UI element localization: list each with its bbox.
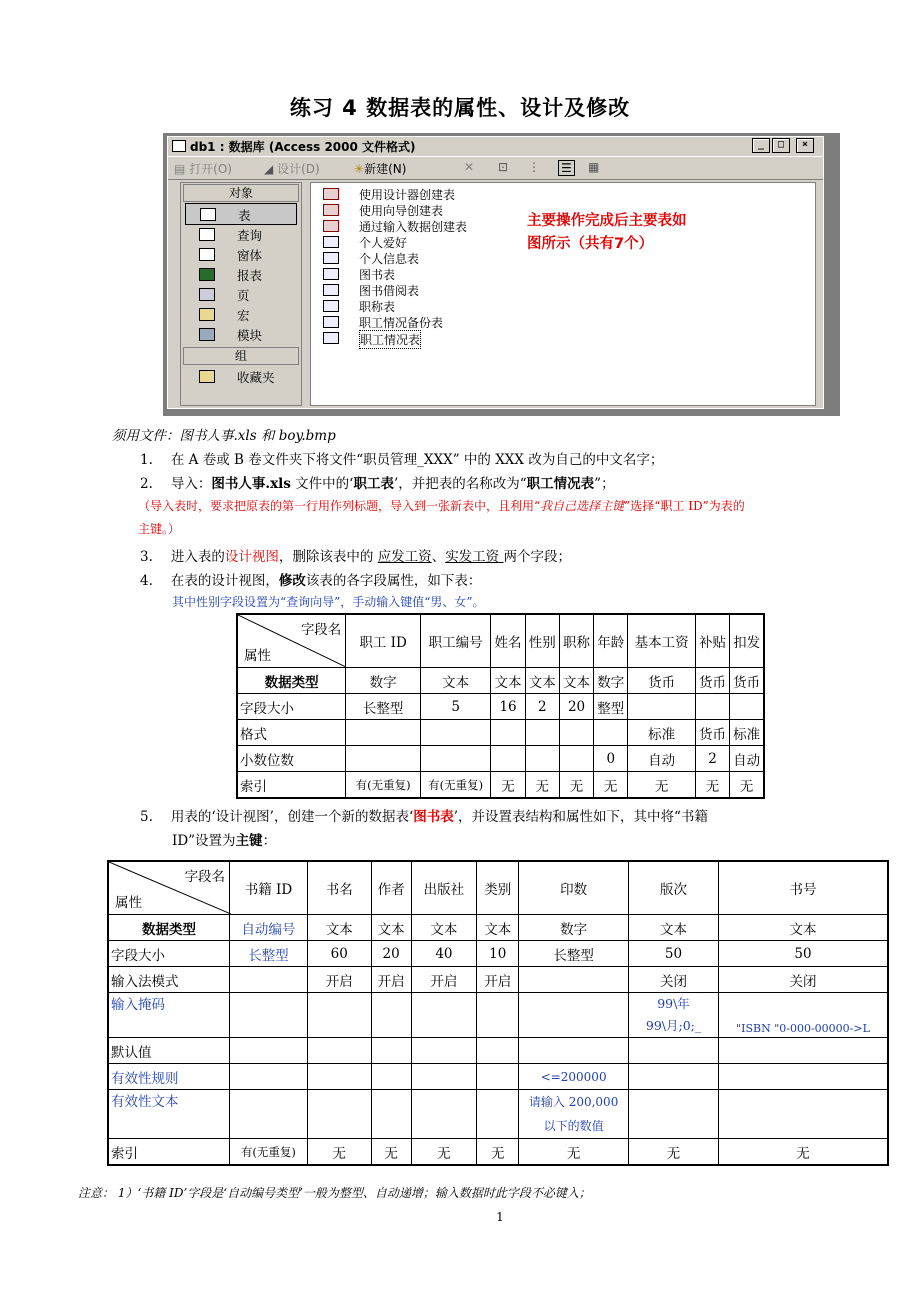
table-cell — [411, 1038, 477, 1064]
column-header: 印数 — [519, 861, 629, 915]
macro-icon — [199, 308, 215, 321]
table-cell — [230, 1090, 308, 1139]
wizard-icon — [323, 204, 339, 216]
table-row — [237, 746, 764, 772]
column-header: 扣发 — [730, 614, 764, 668]
table-cell: 无 — [477, 1139, 519, 1166]
row-label: 索引 — [237, 772, 346, 799]
table-cell: "ISBN "0-000-00000->L — [718, 993, 888, 1038]
employee-field-table — [236, 613, 765, 799]
diagonal-header: 字段名 属性 — [108, 861, 230, 915]
table-cell — [411, 1064, 477, 1090]
table-cell: 2 — [695, 746, 729, 772]
table-cell: 自动编号 — [230, 915, 308, 941]
open-button[interactable]: ▤ 打开(O) — [174, 162, 232, 176]
table-header-row — [237, 614, 764, 668]
column-header: 出版社 — [411, 861, 477, 915]
step-2: 2. 导入：图书人事.xls 文件中的‘职工表’，并把表的名称改为“职工情况表”； — [140, 476, 615, 492]
table-cell: 无 — [730, 772, 764, 799]
table-cell: 0 — [594, 746, 628, 772]
table-icon — [323, 332, 339, 344]
page-icon — [199, 288, 215, 301]
new-icon: ✳ — [354, 162, 365, 176]
table-cell — [420, 746, 491, 772]
annotation-note: 主要操作完成后主要表如图所示（共有7个） — [527, 213, 687, 252]
table-cell: 无 — [695, 772, 729, 799]
table-cell: 无 — [629, 1139, 719, 1166]
files-line: 须用文件：图书人事.xls 和 boy.bmp — [112, 428, 336, 444]
page-number: 1 — [496, 1210, 504, 1224]
table-icon — [323, 252, 339, 264]
table-cell: 文本 — [477, 915, 519, 941]
table-cell: 无 — [491, 772, 525, 799]
column-header: 版次 — [629, 861, 719, 915]
table-cell — [346, 746, 421, 772]
table-row — [237, 772, 764, 799]
table-cell: 10 — [477, 941, 519, 967]
row-label: 输入掩码 — [108, 993, 230, 1038]
wizard-icon — [323, 188, 339, 200]
table-cell: 自动 — [730, 746, 764, 772]
table-cell: 16 — [491, 694, 525, 720]
object-tables[interactable]: 表 — [185, 203, 297, 225]
table-cell — [477, 1090, 519, 1139]
row-label: 输入法模式 — [108, 967, 230, 993]
window-title: db1 : 数据库 (Access 2000 文件格式) — [190, 140, 416, 154]
table-cell: 长整型 — [346, 694, 421, 720]
table-cell: 自动 — [628, 746, 696, 772]
table-cell: 无 — [628, 772, 696, 799]
table-cell: 请输入 200,000 以下的数值 — [519, 1090, 629, 1139]
table-cell: 长整型 — [230, 941, 308, 967]
table-cell — [629, 1064, 719, 1090]
row-label: 小数位数 — [237, 746, 346, 772]
table-cell: 20 — [559, 694, 593, 720]
table-cell: 无 — [307, 1139, 371, 1166]
table-cell — [491, 746, 525, 772]
row-label: 默认值 — [108, 1038, 230, 1064]
wizard-icon — [323, 220, 339, 232]
column-header: 职工编号 — [420, 614, 491, 668]
table-row — [108, 1090, 888, 1139]
new-button[interactable]: ✳新建(N) — [354, 162, 407, 176]
table-cell — [628, 694, 696, 720]
table-cell: 数字 — [594, 668, 628, 694]
table-cell: 无 — [519, 1139, 629, 1166]
row-label: 数据类型 — [237, 668, 346, 694]
table-row — [237, 720, 764, 746]
table-cell: 长整型 — [519, 941, 629, 967]
details-view-icon[interactable]: ▦ — [588, 160, 600, 174]
table-cell — [307, 1090, 371, 1139]
table-cell: 开启 — [411, 967, 477, 993]
table-cell: 关闭 — [629, 967, 719, 993]
step-2-note-cont: 主键。） — [138, 522, 181, 536]
table-cell — [525, 746, 559, 772]
report-icon — [199, 268, 215, 281]
table-cell — [695, 694, 729, 720]
column-header: 书名 — [307, 861, 371, 915]
group-favorites[interactable]: 收藏夹 — [185, 366, 295, 386]
table-cell — [519, 1038, 629, 1064]
table-cell: 文本 — [525, 668, 559, 694]
table-cell: 50 — [629, 941, 719, 967]
page-title: 练习 4 数据表的属性、设计及修改 — [289, 96, 631, 120]
table-cell: 关闭 — [718, 967, 888, 993]
table-cell: 开启 — [307, 967, 371, 993]
table-row — [108, 993, 888, 1038]
column-header: 书号 — [718, 861, 888, 915]
groups-header[interactable]: 组 — [183, 347, 299, 365]
table-cell — [594, 720, 628, 746]
row-label: 格式 — [237, 720, 346, 746]
table-cell: 50 — [718, 941, 888, 967]
close-button[interactable]: × — [796, 138, 814, 153]
table-cell — [411, 993, 477, 1038]
book-field-table — [107, 860, 889, 1166]
table-cell — [371, 1090, 411, 1139]
table-cell: 标准 — [730, 720, 764, 746]
module-icon — [199, 328, 215, 341]
objects-header[interactable]: 对象 — [183, 184, 299, 202]
table-cell: 5 — [420, 694, 491, 720]
minimize-button[interactable]: _ — [752, 138, 770, 153]
table-cell: 文本 — [420, 668, 491, 694]
step-4-note: 其中性别字段设置为“查询向导”，手动输入键值“男、女”。 — [172, 595, 485, 609]
large-icons-icon[interactable]: ⊡ — [498, 160, 509, 174]
table-cell — [230, 967, 308, 993]
row-label: 数据类型 — [108, 915, 230, 941]
table-cell — [307, 1038, 371, 1064]
table-cell: 有(无重复) — [420, 772, 491, 799]
table-header-row — [108, 861, 888, 915]
table-row — [108, 1064, 888, 1090]
table-cell: 开启 — [371, 967, 411, 993]
access-window — [163, 133, 840, 416]
table-cell — [559, 746, 593, 772]
table-icon — [323, 236, 339, 248]
table-cell: 文本 — [307, 915, 371, 941]
table-cell: 数字 — [346, 668, 421, 694]
table-cell: 无 — [559, 772, 593, 799]
column-header: 类别 — [477, 861, 519, 915]
table-cell: 开启 — [477, 967, 519, 993]
footnote: 注意： 1）‘书籍 ID’字段是‘自动编号类型’一般为整型、自动递增；输入数据时此字段不必键入； — [78, 1186, 591, 1200]
table-cell — [718, 1090, 888, 1139]
table-cell: 无 — [718, 1139, 888, 1166]
table-row — [108, 967, 888, 993]
column-header: 姓名 — [491, 614, 525, 668]
table-cell — [307, 1064, 371, 1090]
form-icon — [199, 248, 215, 261]
design-button[interactable]: ◢ 设计(D) — [264, 162, 320, 176]
design-icon: ◢ — [264, 162, 274, 176]
table-cell: 99\年 99\月;0;_ — [629, 993, 719, 1038]
table-row — [108, 1139, 888, 1166]
table-cell — [477, 993, 519, 1038]
row-label: 索引 — [108, 1139, 230, 1166]
table-cell — [230, 1064, 308, 1090]
column-header: 作者 — [371, 861, 411, 915]
object-forms[interactable]: 窗体 — [185, 244, 295, 264]
table-cell: <=200000 — [519, 1064, 629, 1090]
database-icon — [172, 140, 186, 152]
row-label: 有效性文本 — [108, 1090, 230, 1139]
list-view-icon[interactable]: ☰ — [558, 160, 575, 176]
table-icon — [323, 300, 339, 312]
column-header: 性别 — [525, 614, 559, 668]
table-cell: 货币 — [695, 720, 729, 746]
table-cell — [307, 993, 371, 1038]
row-label: 字段大小 — [237, 694, 346, 720]
table-cell — [629, 1090, 719, 1139]
table-cell: 文本 — [559, 668, 593, 694]
row-label: 字段大小 — [108, 941, 230, 967]
table-cell: 货币 — [730, 668, 764, 694]
column-header: 年龄 — [594, 614, 628, 668]
table-cell — [371, 1038, 411, 1064]
favorites-folder-icon — [199, 370, 215, 383]
table-cell — [420, 720, 491, 746]
table-cell: 文本 — [411, 915, 477, 941]
table-cell — [629, 1038, 719, 1064]
row-label: 有效性规则 — [108, 1064, 230, 1090]
step-2-note: （导入表时，要求把原表的第一行用作列标题，导入到一张新表中，且利用“我自己选择主键”选择“职工 ID”为表的 — [138, 499, 745, 513]
table-cell — [477, 1064, 519, 1090]
step-3: 3. 进入表的设计视图，删除该表中的 应发工资、实发工资 两个字段； — [140, 549, 571, 565]
small-icons-icon[interactable]: ⋮ — [528, 160, 540, 174]
table-icon — [323, 268, 339, 280]
object-macros[interactable]: 宏 — [185, 304, 295, 324]
column-header: 职称 — [559, 614, 593, 668]
diagonal-header: 字段名 属性 — [237, 614, 346, 668]
toolbar — [168, 156, 823, 180]
step-4: 4. 在表的设计视图，修改该表的各字段属性，如下表： — [140, 573, 482, 589]
table-cell: 货币 — [695, 668, 729, 694]
table-cell — [491, 720, 525, 746]
window-frame — [167, 136, 824, 409]
table-cell — [559, 720, 593, 746]
table-cell: 文本 — [718, 915, 888, 941]
table-row — [108, 941, 888, 967]
object-modules[interactable]: 模块 — [185, 324, 295, 344]
table-cell: 文本 — [491, 668, 525, 694]
table-cell: 60 — [307, 941, 371, 967]
table-row — [108, 915, 888, 941]
table-row — [237, 694, 764, 720]
table-row — [108, 1038, 888, 1064]
table-icon — [200, 208, 216, 221]
table-cell: 20 — [371, 941, 411, 967]
table-cell — [718, 1038, 888, 1064]
query-icon — [199, 228, 215, 241]
objects-pane — [180, 182, 302, 406]
table-cell: 有(无重复) — [346, 772, 421, 799]
table-cell: 标准 — [628, 720, 696, 746]
column-header: 补贴 — [695, 614, 729, 668]
table-cell — [477, 1038, 519, 1064]
open-icon: ▤ — [174, 162, 186, 176]
table-row — [237, 668, 764, 694]
table-cell: 货币 — [628, 668, 696, 694]
table-cell: 有(无重复) — [230, 1139, 308, 1166]
table-cell: 无 — [594, 772, 628, 799]
table-cell: 40 — [411, 941, 477, 967]
table-cell — [230, 993, 308, 1038]
step-1: 1. 在 A 卷或 B 卷文件夹下将文件“职员管理_XXX” 中的 XXX 改为自己的中文名字； — [140, 452, 664, 468]
object-reports[interactable]: 报表 — [185, 264, 295, 284]
table-cell: 文本 — [371, 915, 411, 941]
table-cell: 无 — [371, 1139, 411, 1166]
table-cell — [371, 993, 411, 1038]
step-5: 5. 用表的‘设计视图’，创建一个新的数据表‘图书表’，并设置表结构和属性如下，其中将“书籍 — [140, 809, 708, 825]
table-cell — [519, 967, 629, 993]
table-cell — [718, 1064, 888, 1090]
column-header: 基本工资 — [628, 614, 696, 668]
tables-list: 使用设计器创建表 使用向导创建表 通过输入数据创建表 个人爱好 个人信息表 图书表 图书借阅表 职称表 职工情况备份表 职工情况表 主要操作完成后主要表如图所示（共有7个） — [310, 182, 816, 406]
column-header: 书籍 ID — [230, 861, 308, 915]
column-header: 职工 ID — [346, 614, 421, 668]
title-bar — [168, 137, 823, 154]
table-cell: 整型 — [594, 694, 628, 720]
table-cell — [730, 694, 764, 720]
table-icon — [323, 316, 339, 328]
object-queries[interactable]: 查询 — [185, 224, 295, 244]
table-cell: 文本 — [629, 915, 719, 941]
table-icon — [323, 284, 339, 296]
table-cell: 无 — [525, 772, 559, 799]
table-cell — [346, 720, 421, 746]
table-cell — [519, 993, 629, 1038]
table-cell: 2 — [525, 694, 559, 720]
table-cell — [230, 1038, 308, 1064]
table-cell: 无 — [411, 1139, 477, 1166]
table-cell: 数字 — [519, 915, 629, 941]
delete-icon[interactable]: ✕ — [464, 160, 475, 174]
step-5-cont: ID”设置为主键： — [172, 833, 277, 849]
object-pages[interactable]: 页 — [185, 284, 295, 304]
maximize-button[interactable]: □ — [772, 138, 790, 153]
table-cell — [411, 1090, 477, 1139]
table-cell — [525, 720, 559, 746]
table-cell — [371, 1064, 411, 1090]
